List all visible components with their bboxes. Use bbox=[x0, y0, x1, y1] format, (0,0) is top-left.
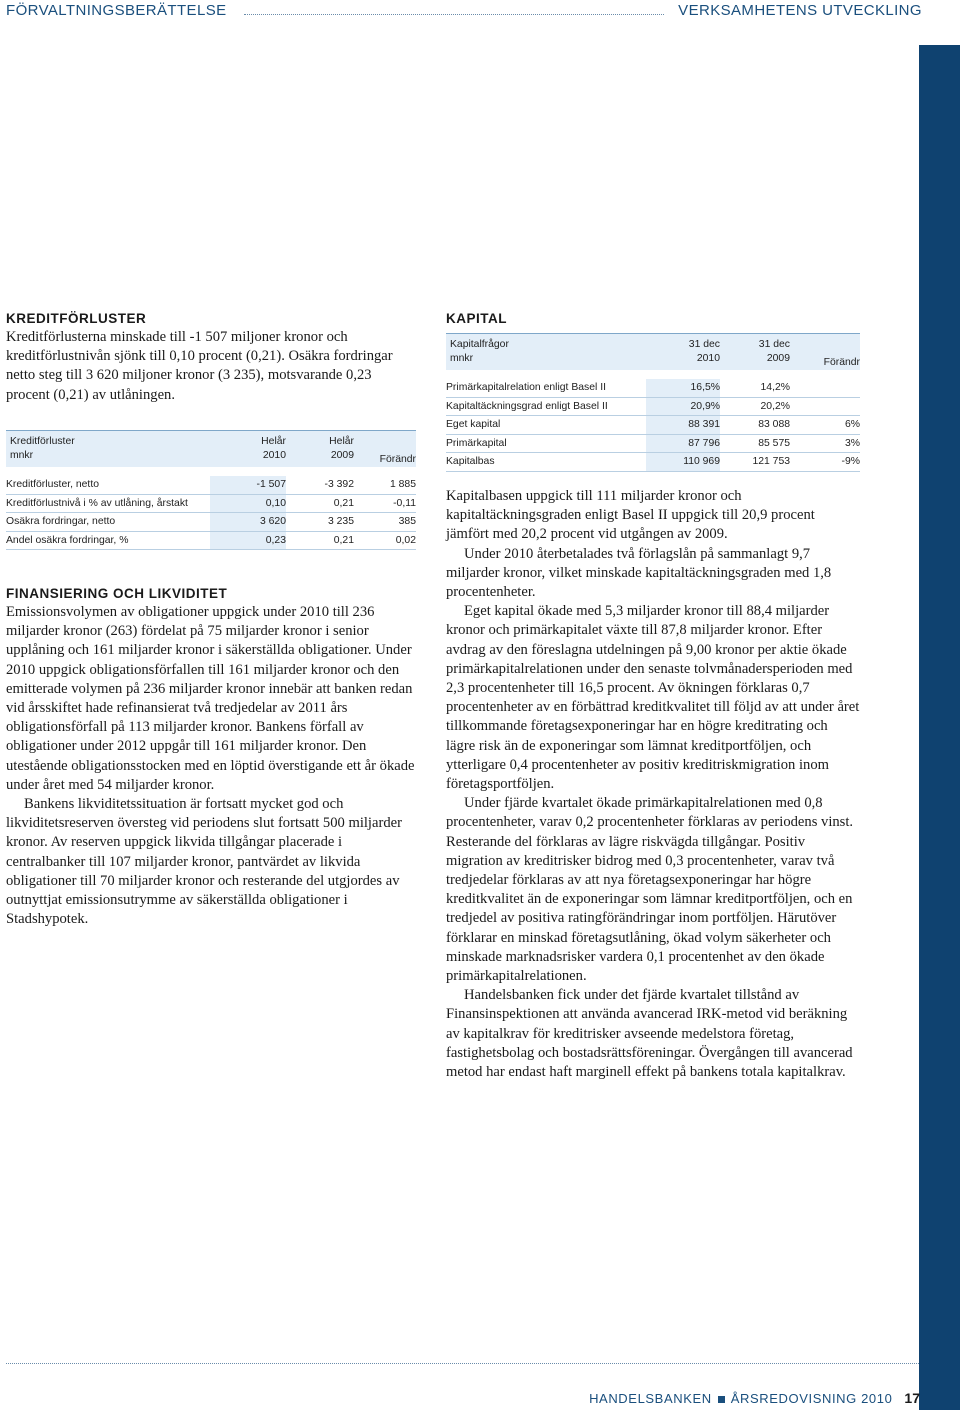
table-row bbox=[6, 513, 416, 532]
table-header-col2-bottom: 2009 bbox=[766, 353, 790, 364]
table-header-unit: mnkr bbox=[10, 450, 34, 461]
table-row bbox=[446, 416, 860, 435]
table-cell: -9% bbox=[790, 453, 860, 472]
table-header-row bbox=[446, 334, 860, 371]
footer bbox=[589, 1390, 920, 1406]
capital-paragraph: Under 2010 återbetalades två förlagslån på sammanlagt 9,7 miljarder kronor, vilket minskade kapitaltäckningsgraden med 1,8 procentenheter. bbox=[446, 545, 832, 601]
table-header-unit: mnkr bbox=[450, 353, 474, 364]
table-header-col1-top: Helår bbox=[261, 436, 286, 447]
footer-brand: HANDELSBANKEN bbox=[589, 1391, 712, 1406]
table-header-col3: Förändr bbox=[823, 357, 860, 368]
funding-heading: FINANSIERING OCH LIKVIDITET bbox=[6, 586, 228, 601]
table-row bbox=[446, 397, 860, 416]
table-cell: 0,21 bbox=[286, 494, 354, 513]
table-cell: 83 088 bbox=[720, 416, 790, 435]
table-cell bbox=[790, 397, 860, 416]
table-cell: 20,9% bbox=[646, 397, 720, 416]
table-header-col1-top: 31 dec bbox=[688, 339, 720, 350]
table-header-label: Kapitalfrågor bbox=[450, 339, 509, 350]
credit-losses-table bbox=[6, 430, 416, 550]
table-cell: 385 bbox=[354, 513, 416, 532]
table-cell: 0,21 bbox=[286, 531, 354, 550]
funding-section bbox=[6, 586, 416, 929]
funding-paragraph: Emissionsvolymen av obligationer uppgick under 2010 till 236 miljarder kronor (263) fördelat på 75 miljarder kronor i senior upplåning och 161 miljarder kronor i säkerställda obligationer. Under 2010 uppgick obligationsförfallen till 161 miljarder kronor och den emitterade volymen på 236 miljarder kronor innebär att banken redan vid årsskiftet hade refinansierat två tredjedelar av 2011 års obligationsförfall på 113 miljarder kronor. Bankens förfall av obligationer under 2012 uppgår till 161 miljarder kronor. Den utestående obligationsstocken med en löptid överstigande ett år ökade under året med 54 miljarder kronor. bbox=[6, 604, 415, 793]
table-cell: 0,10 bbox=[210, 494, 286, 513]
table-row-label: Andel osäkra fordringar, % bbox=[6, 531, 210, 550]
table-row bbox=[6, 494, 416, 513]
table-header-col2-top: Helår bbox=[329, 436, 354, 447]
table-row bbox=[6, 476, 416, 494]
side-color-bar bbox=[919, 45, 960, 1410]
table-row bbox=[6, 531, 416, 550]
table-header-col3: Förändr bbox=[379, 454, 416, 465]
capital-body-wrap bbox=[446, 487, 860, 1082]
capital-table bbox=[446, 333, 860, 472]
table-cell: -1 507 bbox=[210, 476, 286, 494]
capital-paragraph: Handelsbanken fick under det fjärde kvartalet tillstånd av Finansinspektionen att använda avancerad IRK-metod vid beräkning av kapitalkrav för kreditrisker avseende medelstora företag, fastighetsbolag och bostadsrättsföreningar. Övergången till avancerad metod har endast haft marginell effekt på bankens totala kapitalkrav. bbox=[446, 987, 853, 1081]
table-row-label: Kreditförluster, netto bbox=[6, 476, 210, 494]
table-header-col1-bottom: 2010 bbox=[262, 450, 286, 461]
table-cell: 0,02 bbox=[354, 531, 416, 550]
table-cell: -3 392 bbox=[286, 476, 354, 494]
table-cell: 3 620 bbox=[210, 513, 286, 532]
header-divider bbox=[244, 14, 664, 15]
table-header-col1-bottom: 2010 bbox=[696, 353, 720, 364]
capital-paragraph: Eget kapital ökade med 5,3 miljarder kronor till 88,4 miljarder kronor och primärkapitalet växte till 87,8 miljarder kronor. Efter avdrag av den föreslagna utdelningen på 9,00 kronor per aktie ökade primärkapitalrelationen under den senaste tolvmånadersperioden med 2,3 procentenheter till 16,5 procent. Av ökningen förklaras 0,7 procentenheter av en förbättrad kreditkvalitet till följd av att under året tillkommande företagsexponeringar har en högre kreditrating och lägre risk än de exponeringar som lämnat kreditportföljen, och ytterligare 0,4 procentenheter av positiv kreditriskmigration inom företagsportföljen. bbox=[446, 603, 860, 793]
table-row-label: Osäkra fordringar, netto bbox=[6, 513, 210, 532]
capital-paragraph: Under fjärde kvartalet ökade primärkapitalrelationen med 0,8 procentenheter, varav 0,2 procentenheter förklaras av periodens vinst. Resterande del förklaras av lägre riskvägda tillgångar. Positiv migration av kreditrisker bidrog med 0,3 procentenheter, varav två tredjedelar förklaras av att nya företagsexponeringar har högre kreditkvalitet än de exponeringar som lämnar kreditportföljen, och en tredjedel av positiva ratingförändringar inom portföljen. Härutöver förklarar en minskad företagsutlåning, ökad volym säkerheter och minskade marknadsrisker vardera 0,1 procentenhet av den ökade primärkapitalrelationen. bbox=[446, 795, 854, 985]
table-cell: 16,5% bbox=[646, 379, 720, 397]
credit-losses-paragraph: Kreditförlusterna minskade till -1 507 miljoner kronor och kreditförlustnivån sjönk till 0,10 procent (0,21). Osäkra fordringar netto steg till 3 620 miljoner kronor (3 235), motsvarande 0,23 procent (0,21) av utlåningen. bbox=[6, 329, 393, 403]
table-cell: 87 796 bbox=[646, 434, 720, 453]
credit-losses-body bbox=[6, 328, 416, 405]
table-row bbox=[446, 453, 860, 472]
credit-losses-section bbox=[6, 311, 416, 405]
table-cell: 0,23 bbox=[210, 531, 286, 550]
table-header-col2-bottom: 2009 bbox=[330, 450, 354, 461]
table-cell: -0,11 bbox=[354, 494, 416, 513]
funding-body bbox=[6, 603, 416, 929]
table-cell: 85 575 bbox=[720, 434, 790, 453]
table-row-label: Primärkapitalrelation enligt Basel II bbox=[446, 379, 646, 397]
capital-section bbox=[446, 311, 860, 328]
page-number: 17 bbox=[904, 1390, 920, 1406]
table-row-label: Kapitalbas bbox=[446, 453, 646, 472]
credit-losses-table-wrap bbox=[6, 430, 416, 550]
table-cell: 121 753 bbox=[720, 453, 790, 472]
table-header-row bbox=[6, 431, 416, 468]
table-cell: 3% bbox=[790, 434, 860, 453]
table-cell: 14,2% bbox=[720, 379, 790, 397]
table-row-label: Kreditförlustnivå i % av utlåning, årstakt bbox=[6, 494, 210, 513]
capital-paragraph: Kapitalbasen uppgick till 111 miljarder kronor och kapitaltäckningsgraden enligt Basel II uppgick till 20,9 procent jämfört med 20,2 procent vid utgången av 2009. bbox=[446, 488, 815, 543]
header-chapter-title: VERKSAMHETENS UTVECKLING bbox=[678, 2, 922, 19]
header-section-title: FÖRVALTNINGSBERÄTTELSE bbox=[6, 2, 227, 19]
table-cell: 3 235 bbox=[286, 513, 354, 532]
footer-report-title: ÅRSREDOVISNING 2010 bbox=[730, 1391, 893, 1406]
table-header-label: Kreditförluster bbox=[10, 436, 75, 447]
table-row bbox=[446, 434, 860, 453]
table-cell: 110 969 bbox=[646, 453, 720, 472]
capital-table-wrap bbox=[446, 333, 860, 472]
table-cell bbox=[790, 379, 860, 397]
capital-body bbox=[446, 487, 860, 1082]
table-row bbox=[446, 379, 860, 397]
table-row-label: Eget kapital bbox=[446, 416, 646, 435]
square-bullet-icon bbox=[718, 1396, 725, 1403]
table-header-col2-top: 31 dec bbox=[758, 339, 790, 350]
table-cell: 88 391 bbox=[646, 416, 720, 435]
capital-heading: KAPITAL bbox=[446, 311, 507, 326]
table-cell: 1 885 bbox=[354, 476, 416, 494]
table-cell: 20,2% bbox=[720, 397, 790, 416]
table-row-label: Primärkapital bbox=[446, 434, 646, 453]
credit-losses-heading: KREDITFÖRLUSTER bbox=[6, 311, 147, 326]
footer-divider bbox=[6, 1363, 919, 1364]
table-row-label: Kapitaltäckningsgrad enligt Basel II bbox=[446, 397, 646, 416]
table-cell: 6% bbox=[790, 416, 860, 435]
funding-paragraph: Bankens likviditetssituation är fortsatt mycket god och likviditetsreserven översteg vid periodens slut fortsatt 500 miljarder kronor. Av reserven uppgick likvida tillgångar placerade i centralbanker till 107 miljarder kronor, pantvärdet av likvida obligationer till 70 miljarder kronor och resterande del utgjordes av outnyttjat emissionsutrymme av säkerställda obligationer i Stadshypotek. bbox=[6, 796, 402, 928]
